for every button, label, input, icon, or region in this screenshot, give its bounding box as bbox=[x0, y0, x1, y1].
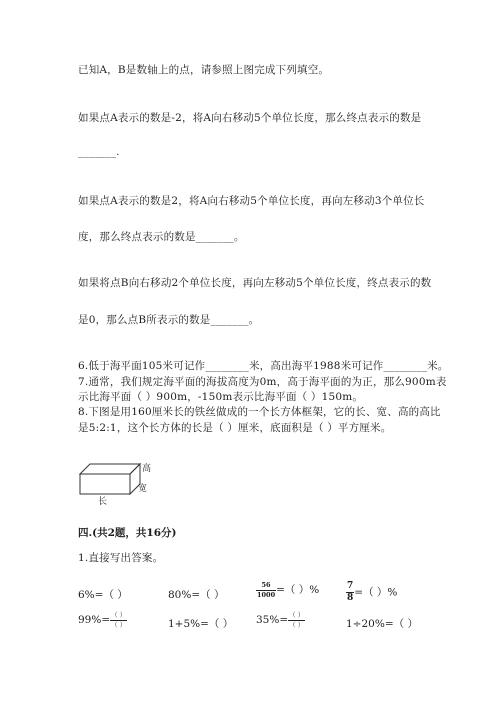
question-a1-line2: _______. bbox=[78, 146, 120, 158]
fraction-denominator: 1000 bbox=[257, 590, 276, 599]
calc-r2-c1-pre: 99%= bbox=[78, 614, 111, 626]
fraction-blank bbox=[288, 612, 305, 628]
question-b-line1: 如果将点B向右移动2个单位长度，再向左移动5个单位长度，终点表示的数 bbox=[78, 277, 432, 289]
fraction-numerator-blank: （ ） bbox=[289, 611, 305, 619]
section-heading: 四.(共2题，共16分) bbox=[78, 527, 177, 539]
cuboid-figure bbox=[78, 460, 168, 500]
calc-r1-c4 bbox=[346, 582, 397, 603]
question-b-line2: 是0，那么点B所表示的数是_______。 bbox=[78, 314, 260, 326]
question-7-line2: 示比海平面（ ）900m，-150m表示比海平面（ ）150m。 bbox=[78, 391, 364, 403]
question-6: 6.低于海平面105米可记作________米，高出海平1988米可记作________米。 bbox=[78, 360, 449, 372]
question-a2-line1: 如果点A表示的数是2，将A向右移动5个单位长度，再向左移动3个单位长 bbox=[78, 195, 425, 207]
fraction-denominator-blank: （ ） bbox=[111, 620, 127, 629]
calc-r1-c2: 80%=（ ） bbox=[168, 589, 225, 601]
calc-r1-c4-rest: =（ ）% bbox=[354, 586, 398, 599]
question-7-line1: 7.通常，我们规定海平面的海拔高度为0m，高于海平面的为正，那么900m表 bbox=[78, 376, 447, 388]
label-long: 长 bbox=[98, 497, 108, 507]
subquestion-1: 1.直接写出答案。 bbox=[78, 552, 164, 564]
question-8-line1: 8.下图是用160厘米长的铁丝做成的一个长方体框架，它的长、宽、高的高比 bbox=[78, 406, 441, 418]
fraction-numerator: 7 bbox=[347, 581, 354, 591]
question-8-line2: 是5:2:1，这个长方体的长是（ ）厘米，底面积是（ ）平方厘米。 bbox=[78, 422, 392, 434]
fraction-blank bbox=[110, 612, 127, 628]
calc-r2-c1 bbox=[78, 612, 127, 628]
calc-r2-c4: 1÷20%=（ ） bbox=[346, 618, 418, 630]
fraction-denominator: 8 bbox=[347, 593, 354, 603]
question-a2-line2: 度，那么终点表示的数是_______。 bbox=[78, 231, 245, 243]
calc-r2-c3 bbox=[256, 612, 305, 628]
intro-text: 已知A，B是数轴上的点，请参照上图完成下列填空。 bbox=[78, 64, 330, 76]
calc-r1-c1: 6%=（ ） bbox=[78, 589, 128, 601]
calc-r1-c3-rest: =（ ）% bbox=[276, 584, 320, 596]
calc-r2-c3-pre: 35%= bbox=[256, 614, 289, 626]
question-a1-line1: 如果点A表示的数是-2，将A向右移动5个单位长度，那么终点表示的数是 bbox=[78, 112, 422, 124]
calc-r1-c3 bbox=[256, 582, 319, 598]
label-high: 高 bbox=[142, 464, 152, 474]
label-wide: 宽 bbox=[138, 484, 148, 494]
fraction-numerator: 56 bbox=[261, 581, 271, 589]
calc-r2-c2: 1+5%=（ ） bbox=[168, 618, 234, 630]
fraction-denominator-blank: （ ） bbox=[289, 620, 305, 629]
fraction-56-1000 bbox=[256, 582, 276, 598]
fraction-numerator-blank: （ ） bbox=[111, 611, 127, 619]
